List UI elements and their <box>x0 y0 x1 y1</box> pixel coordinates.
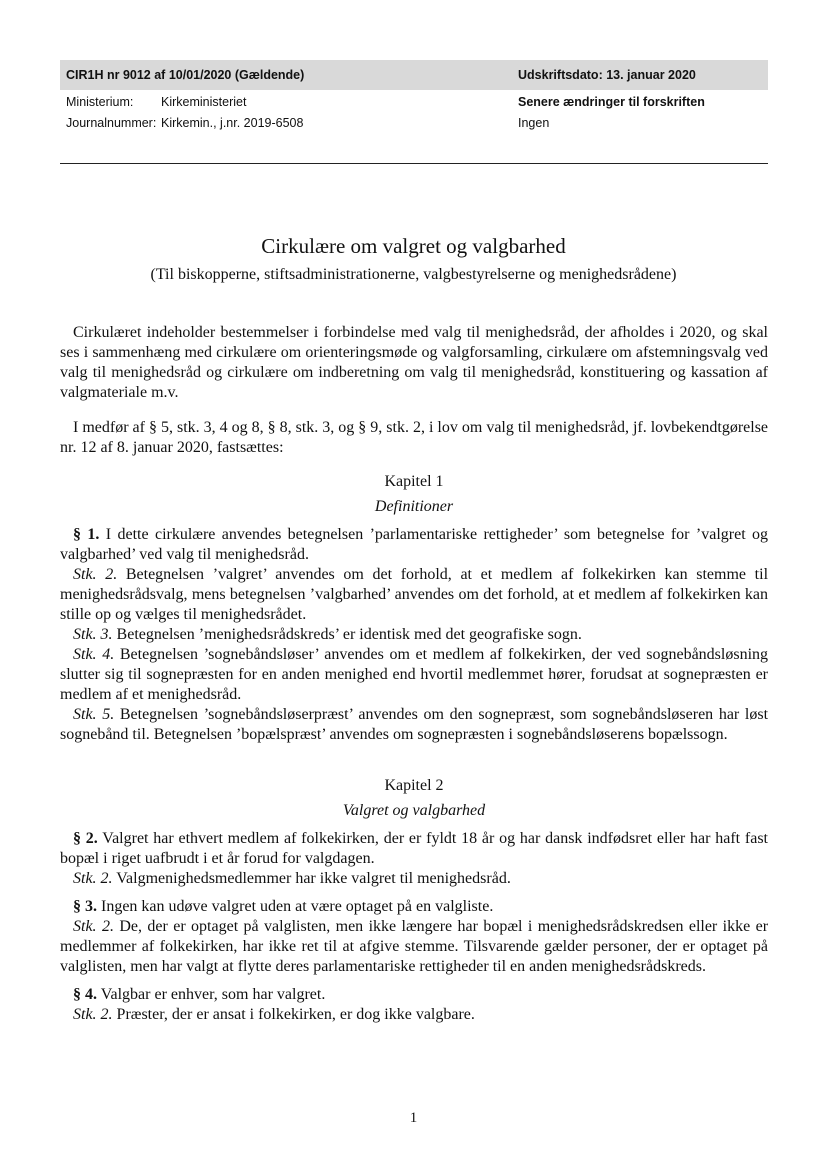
chapter-heading: Valgret og valgbarhed <box>342 802 486 819</box>
later-changes-label: Senere ændringer til forskriften <box>518 95 705 109</box>
section-text: Ingen kan udøve valgret uden at være optaget på en valgliste. <box>101 898 494 915</box>
subsection-paragraph <box>60 645 768 705</box>
section-text: I dette cirkulære anvendes betegnelsen ’parlamentariske rettigheder’ som betegnelse for ’valgret og valgbarhed’ ved valg til menighedsråd. <box>60 526 769 563</box>
section-paragraph <box>60 525 768 565</box>
section-label: § 4. <box>73 986 97 1003</box>
document-title: Cirkulære om valgret og valgbarhed <box>261 234 566 258</box>
section-label: § 1. <box>73 526 100 543</box>
header-divider <box>60 163 768 164</box>
ministry-value: Kirkeministeriet <box>161 95 247 109</box>
section-paragraph <box>60 897 768 917</box>
print-date: Udskriftsdato: 13. januar 2020 <box>518 68 696 82</box>
subsection-text: Betegnelsen ’valgret’ anvendes om det forhold, at et medlem af folkekirken kan stemme til menighedsrådsvalg, mens betegnelsen ’valgbarhed’ anvendes om det forhold, at et medlem af folkekirken kan stille op og vælges til menighedsrådet. <box>60 566 769 623</box>
chapter-2 <box>60 776 768 1025</box>
chapter-heading: Definitioner <box>374 498 454 515</box>
subsection-text: De, der er optaget på valglisten, men ikke længere har bopæl i menighedsrådskredsen eller ikke er medlemmer af folkekirken, har ikke ret til at afgive stemme. Tilsvarende gælder personer, der er optaget på valglisten, men har valgt at flytte deres parlamentariske rettigheder til en anden menighedsrådskreds. <box>60 918 769 975</box>
document-id: CIR1H nr 9012 af 10/01/2020 (Gældende) <box>66 68 305 82</box>
subsection-text: Valgmenighedsmedlemmer har ikke valgret til menighedsråd. <box>116 870 511 887</box>
subsection-paragraph <box>60 917 768 977</box>
subsection-text: Betegnelsen ’sognebåndsløserpræst’ anvendes om den sognepræst, som sognebåndsløseren har løst sognebånd til. Betegnelsen ’bopælspræst’ anvendes om sognepræsten i sognebåndsløserens bopælssogn. <box>60 706 769 743</box>
later-changes-value: Ingen <box>518 116 550 130</box>
subsection-text: Betegnelsen ’menighedsrådskreds’ er identisk med det geografiske sogn. <box>116 626 582 643</box>
authority-paragraph <box>60 418 768 458</box>
document-header-bar <box>60 60 768 90</box>
subsection-paragraph <box>60 565 768 625</box>
subsection-text: Præster, der er ansat i folkekirken, er dog ikke valgbare. <box>116 1006 475 1023</box>
subsection-label: Stk. 3. <box>73 626 113 643</box>
subsection-label: Stk. 5. <box>73 706 115 723</box>
section-text: Valgret har ethvert medlem af folkekirken, der er fyldt 18 år og har dansk indfødsret eller har haft fast bopæl i riget uafbrudt i et år forud for valgdagen. <box>60 830 769 867</box>
chapter-number: Kapitel 1 <box>384 473 444 490</box>
subsection-paragraph <box>60 869 768 889</box>
journal-label: Journalnummer: <box>66 116 157 130</box>
page-number: 1 <box>409 1110 418 1126</box>
journal-value: Kirkemin., j.nr. 2019-6508 <box>161 116 304 130</box>
subsection-label: Stk. 2. <box>73 1006 113 1023</box>
subsection-text: Betegnelsen ’sognebåndsløser’ anvendes om et medlem af folkekirken, der ved sognebåndsløsning slutter sig til sognepræsten for en anden menighed end hvortil medlemmet hører, forudsat at sognepræsten er medlem af et menighedsråd. <box>60 646 769 703</box>
subsection-paragraph <box>60 625 768 645</box>
section-paragraph <box>60 985 768 1005</box>
subsection-label: Stk. 2. <box>73 918 114 935</box>
subsection-label: Stk. 2. <box>73 566 118 583</box>
subsection-paragraph <box>60 705 768 745</box>
intro-paragraph <box>60 323 768 403</box>
section-label: § 3. <box>73 898 97 915</box>
subsection-label: Stk. 2. <box>73 870 113 887</box>
subsection-paragraph <box>60 1005 768 1025</box>
chapter-number: Kapitel 2 <box>384 777 444 794</box>
section-paragraph <box>60 829 768 869</box>
chapter-1 <box>60 472 768 745</box>
subsection-label: Stk. 4. <box>73 646 115 663</box>
section-text: Valgbar er enhver, som har valgret. <box>100 986 326 1003</box>
intro-text: Cirkulæret indeholder bestemmelser i forbindelse med valg til menighedsråd, der afholdes i 2020, og skal ses i sammenhæng med cirkulære om orienteringsmøde og valgforsamling, cirkulære om afstemningsvalg ved valg til menighedsråd og cirkulære om indberetning om valg til menighedsråd, konstituering og kassation af valgmateriale m.v. <box>60 324 768 401</box>
document-subtitle: (Til biskopperne, stiftsadministrationerne, valgbestyrelserne og menighedsrådene) <box>150 266 677 283</box>
section-label: § 2. <box>73 830 98 847</box>
ministry-label: Ministerium: <box>66 95 134 109</box>
authority-text: I medfør af § 5, stk. 3, 4 og 8, § 8, stk. 3, og § 9, stk. 2, i lov om valg til menighedsråd, jf. lovbekendtgørelse nr. 12 af 8. januar 2020, fastsættes: <box>60 419 769 456</box>
